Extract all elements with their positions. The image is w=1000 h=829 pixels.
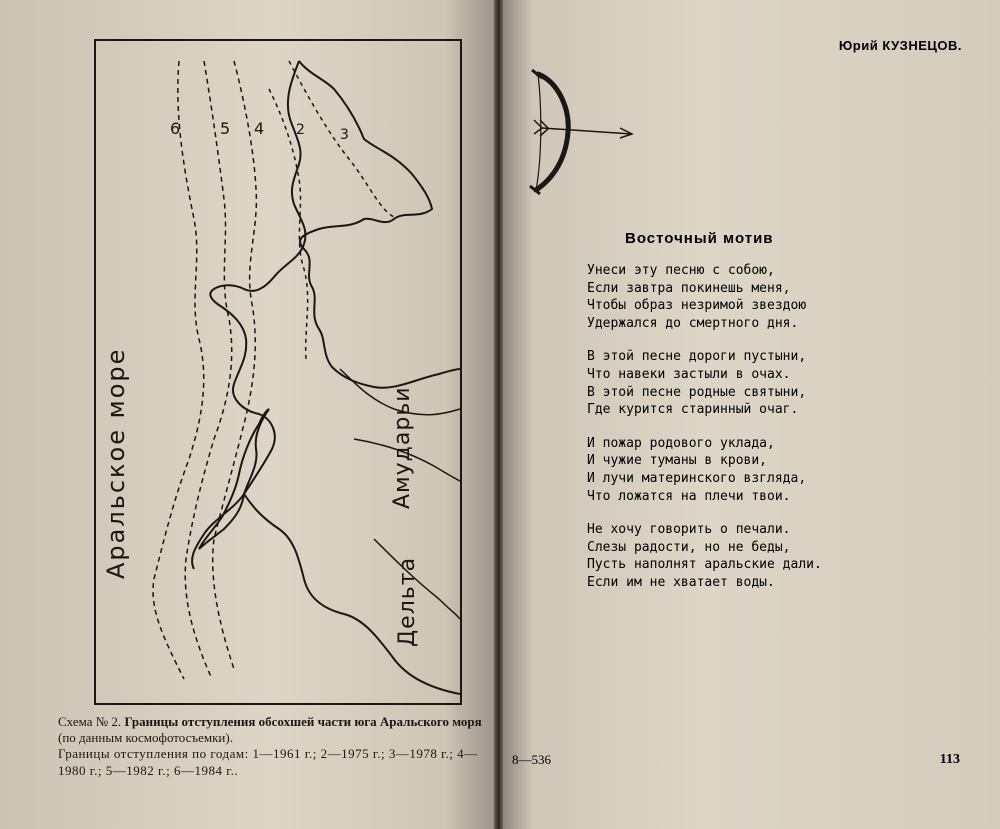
poem-line: Что навеки застыли в очах. <box>587 366 791 382</box>
author-name: Юрий КУЗНЕЦОВ. <box>838 38 962 53</box>
printer-signature: 8—536 <box>512 752 551 767</box>
map-line-number: 3 <box>340 127 349 143</box>
map-line-number: 4 <box>254 119 265 138</box>
poem-line: И пожар родового уклада, <box>587 435 775 451</box>
retreat-line-6 <box>153 61 204 679</box>
poem-line: Не хочу говорить о печали. <box>587 522 791 538</box>
delta-label: Дельта <box>395 556 420 647</box>
poem-line: Что ложатся на плечи твои. <box>587 488 791 504</box>
poem-line: И чужие туманы в крови, <box>587 453 768 469</box>
retreat-line-4 <box>213 61 257 669</box>
poem-line: Слезы радости, но не беды, <box>587 539 791 555</box>
poem-line: Пусть наполнят аральские дали. <box>587 557 822 573</box>
retreat-line-5 <box>185 61 231 679</box>
sea-label: Аральское море <box>102 347 130 579</box>
book-gutter <box>494 0 503 829</box>
stanza <box>587 435 887 505</box>
poem-line: Если завтра покинешь меня, <box>587 280 791 296</box>
amudarya-label: Амударьи <box>390 386 415 509</box>
aral-sea-map <box>94 39 464 707</box>
poem-line: Где курится старинный очаг. <box>587 402 799 418</box>
map-line-number: 5 <box>220 119 231 138</box>
delta-coast <box>244 494 460 694</box>
caption-tail: (по данным космофотосъемки). <box>58 730 233 745</box>
poem-line: В этой песне родные святыни, <box>587 384 807 400</box>
bow-and-arrow-icon <box>528 68 634 196</box>
poem-line: И лучи материнского взгляда, <box>587 470 807 486</box>
poem-line: В этой песне дороги пустыни, <box>587 349 807 365</box>
coastline-west <box>192 61 305 569</box>
stanza <box>587 348 887 418</box>
stanza <box>587 262 887 332</box>
poem-line: Удержался до смертного дня. <box>587 315 799 331</box>
map-legend: Границы отступления по годам: 1—1961 г.; 2—1975 г.; 3—1978 г.; 4—1980 г.; 5—1982 г.; 6—1984 г.. <box>58 746 478 778</box>
poem-line: Чтобы образ незримой звездою <box>587 298 807 314</box>
page-number: 113 <box>939 752 960 767</box>
map-line-number: 2 <box>296 122 305 138</box>
caption-prefix: Схема № 2. <box>58 714 125 729</box>
map-line-number: 6 <box>170 119 181 138</box>
caption-bold: Границы отступления обсохшей части юга Аральского моря <box>124 714 482 729</box>
shoreline <box>299 61 460 388</box>
poem-body <box>587 262 887 608</box>
left-page <box>0 0 494 829</box>
map-caption <box>58 714 483 746</box>
bleed-through-text <box>529 290 532 307</box>
poem-line: Унеси эту песню с собою, <box>587 263 775 278</box>
poem-title: Восточный мотив <box>625 230 774 247</box>
stanza <box>587 521 887 591</box>
poem-line: Если им не хватает воды. <box>587 574 775 590</box>
